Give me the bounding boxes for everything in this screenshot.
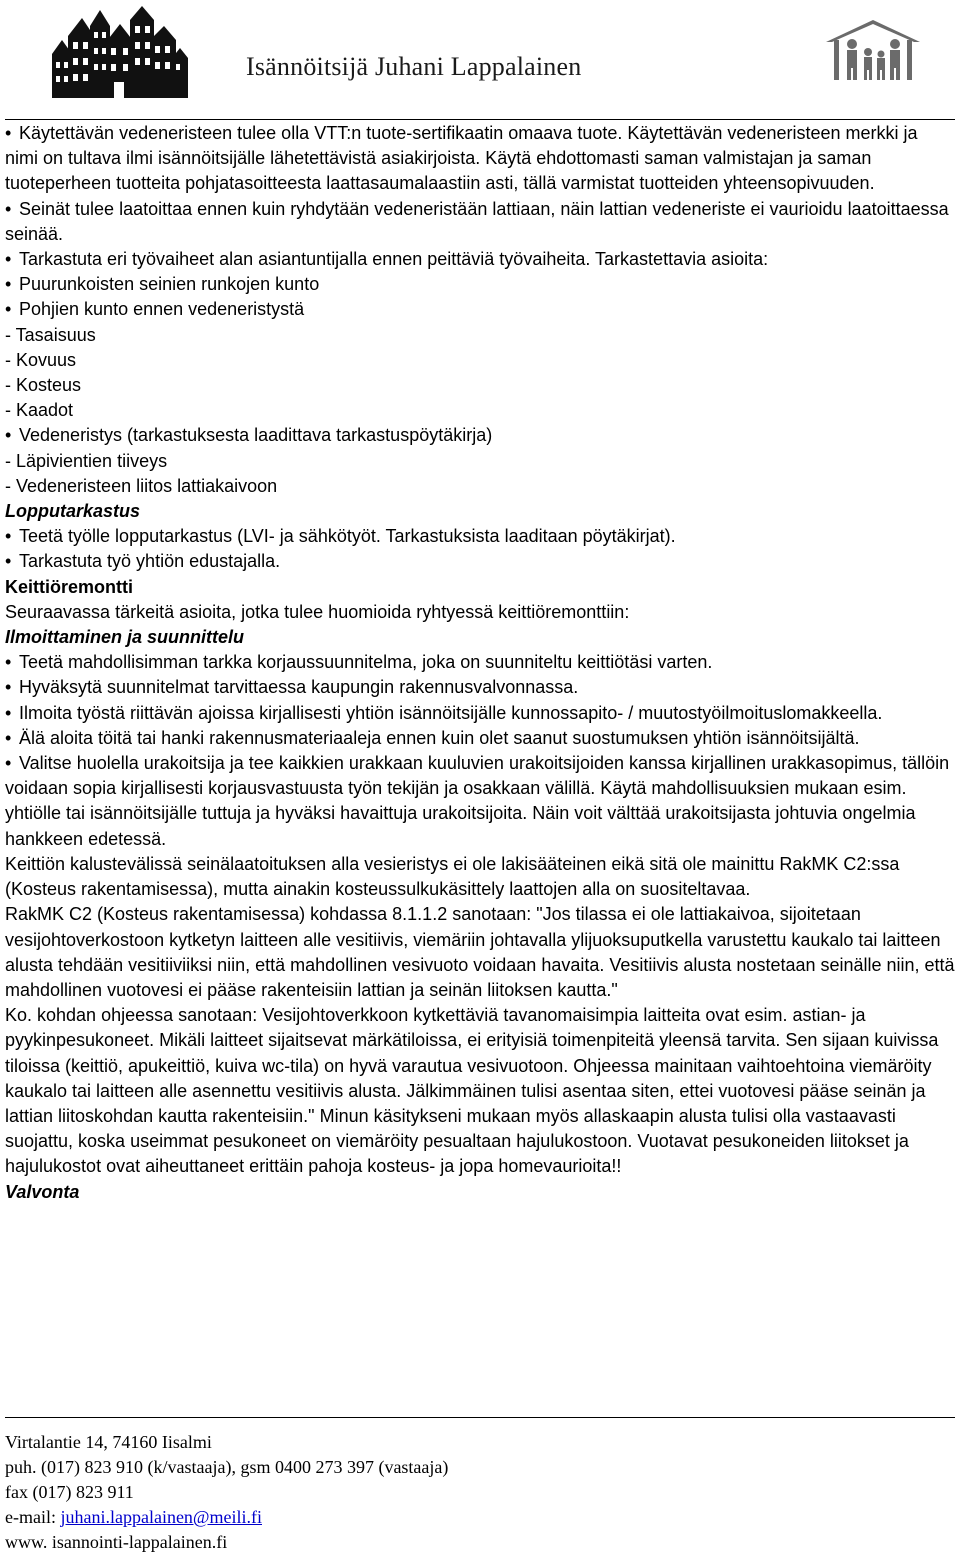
footer-email-label: e-mail:	[5, 1507, 61, 1527]
footer-phone: puh. (017) 823 910 (k/vastaaja), gsm 0400 273 397 (vastaaja)	[5, 1457, 449, 1477]
list-item: • Vedeneristys (tarkastuksesta laadittava tarkastuspöytäkirja)	[5, 423, 955, 448]
sub-item: - Kaadot	[5, 400, 74, 421]
header-divider	[5, 119, 955, 120]
list-item: • Teetä mahdollisimman tarkka korjaussuunnitelma, joka on suunniteltu keittiötäsi varten.	[5, 650, 955, 675]
sub-item: - Vedeneristeen liitos lattiakaivoon	[5, 475, 278, 496]
list-item: • Teetä työlle lopputarkastus (LVI- ja sähkötyöt. Tarkastuksista laaditaan pöytäkirjat).	[5, 524, 955, 549]
list-item: • Ilmoita työstä riittävän ajoissa kirjallisesti yhtiön isännöitsijälle kunnossapito- / muutostyöilmoituslomakkeella.	[5, 701, 955, 726]
company-name: Isännöitsijä Juhani Lappalainen	[246, 52, 582, 81]
sub-item: - Kosteus	[5, 375, 82, 396]
list-item: • Tarkastuta työ yhtiön edustajalla.	[5, 549, 955, 574]
paragraph: Seuraavassa tärkeitä asioita, jotka tulee huomioida ryhtyessä keittiöremonttiin:	[5, 601, 630, 622]
list-item: • Hyväksytä suunnitelmat tarvittaessa kaupungin rakennusvalvonnassa.	[5, 675, 955, 700]
sub-item: - Kovuus	[5, 349, 77, 370]
section-heading: Valvonta	[5, 1181, 80, 1202]
footer-website: www. isannointi-lappalainen.fi	[5, 1532, 228, 1552]
footer-email-line	[5, 1505, 955, 1530]
sub-item: - Läpivientien tiiveys	[5, 450, 168, 471]
section-heading: Keittiöremontti	[5, 576, 133, 597]
list-item: • Tarkastuta eri työvaiheet alan asiantuntijalla ennen peittäviä työvaiheita. Tarkastettavia asioita:	[5, 247, 955, 272]
document-body	[5, 121, 955, 1205]
list-item: • Seinät tulee laatoittaa ennen kuin ryhdytään vedeneristään lattiaan, näin lattian vedeneriste ei vaurioidu laatoittaessa seinää.	[5, 197, 955, 247]
list-item: • Puurunkoisten seinien runkojen kunto	[5, 272, 955, 297]
paragraph: RakMK C2 (Kosteus rakentamisessa) kohdassa 8.1.1.2 sanotaan: "Jos tilassa ei ole lattiakaivoa, sijoitetaan vesijohtoverkostoon kytketyn laitteen alle vesitiivis, viemäriin johtavalla ylijuoksuputkella varustettu kaukalo tai laitteen alusta tehdään vesitiiviiksi niin, että mahdollinen vesivuoto voidaan havaita. Vesitiivis alusta nostetaan seinälle niin, että mahdollinen vuotovesi ei pääse rakenteisiin lattian ja seinän liitoksen kautta."	[5, 904, 955, 1000]
list-item: • Käytettävän vedeneristeen tulee olla VTT:n tuote-sertifikaatin omaava tuote. Käytettävän vedeneristeen merkki ja nimi on tultava ilmi isännöitsijälle lähetettävistä asiakirjoista. Käytä ehdottomasti saman valmistajan ja saman tuoteperheen tuotteita pohjatasoitteesta laattasaumalaastiin asti, tällä varmistat tuotteiden yhteensopivuuden.	[5, 121, 955, 197]
paragraph: Keittiön kalustevälissä seinälaatoituksen alla vesieristys ei ole lakisääteinen eikä sitä ole mainittu RakMK C2:ssa (Kosteus rakentamisessa), mutta ainakin kosteussulkukäsittely laattojen alla on suositeltavaa.	[5, 853, 900, 900]
family-house-icon	[824, 18, 922, 80]
list-item: • Pohjien kunto ennen vedeneristystä	[5, 297, 955, 322]
footer	[5, 1430, 955, 1555]
email-link[interactable]: juhani.lappalainen@meili.fi	[60, 1507, 262, 1527]
footer-divider	[5, 1417, 955, 1418]
footer-address: Virtalantie 14, 74160 Iisalmi	[5, 1432, 212, 1452]
list-item: • Älä aloita töitä tai hanki rakennusmateriaaleja ennen kuin olet saanut suostumuksen yhtiön isännöitsijältä.	[5, 726, 955, 751]
town-buildings-icon	[48, 6, 188, 98]
footer-fax: fax (017) 823 911	[5, 1482, 134, 1502]
paragraph: Ko. kohdan ohjeessa sanotaan: Vesijohtoverkkoon kytkettäviä tavanomaisimpia laitteita ovat esim. astian- ja pyykinpesukoneet. Mikäli laitteet sijaitsevat märkätiloissa, ei erityisiä toimenpiteitä yleensä tarvita. Sen sijaan kuivissa tiloissa (keittiö, apukeittiö, kuiva wc-tila) on hyvä varautua vesivuotoon. Ohjeessa mainitaan vaihtoehtoina viemäröity kaukalo tai laitteen alle asennettu vesitiivis alusta. Jälkimmäinen tulisi asentaa siten, ettei vuotovesi pääse seinän ja lattian liitoskohdan kautta rakenteisiin." Minun käsitykseni mukaan myös allaskaapin alusta tulisi olla vastaavasti suojattu, koska useimmat pesukoneet on viemäröity pesualtaan hajulukostoon. Vuotavat pesukoneiden liitokset ja hajulukostot ovat aiheuttaneet erittäin pahoja kosteus- ja jopa homevaurioita!!	[5, 1005, 939, 1177]
section-heading: Lopputarkastus	[5, 501, 141, 522]
list-item: • Valitse huolella urakoitsija ja tee kaikkien urakkaan kuuluvien urakoitsijoiden kanssa kirjallinen urakkasopimus, tällöin voidaan sopia kirjallisesti korjausvastuusta työn tekijän ja osakkaan välillä. Käytä mahdollisuuksien mukaan esim. yhtiölle tai isännöitsijälle tuttuja ja hyväksi havaittuja urakoitsijoita. Näin voit välttää urakoitsijasta johtuvia ongelmia hankkeen edetessä.	[5, 751, 955, 852]
sub-item: - Tasaisuus	[5, 324, 96, 345]
section-heading: Ilmoittaminen ja suunnittelu	[5, 627, 245, 648]
